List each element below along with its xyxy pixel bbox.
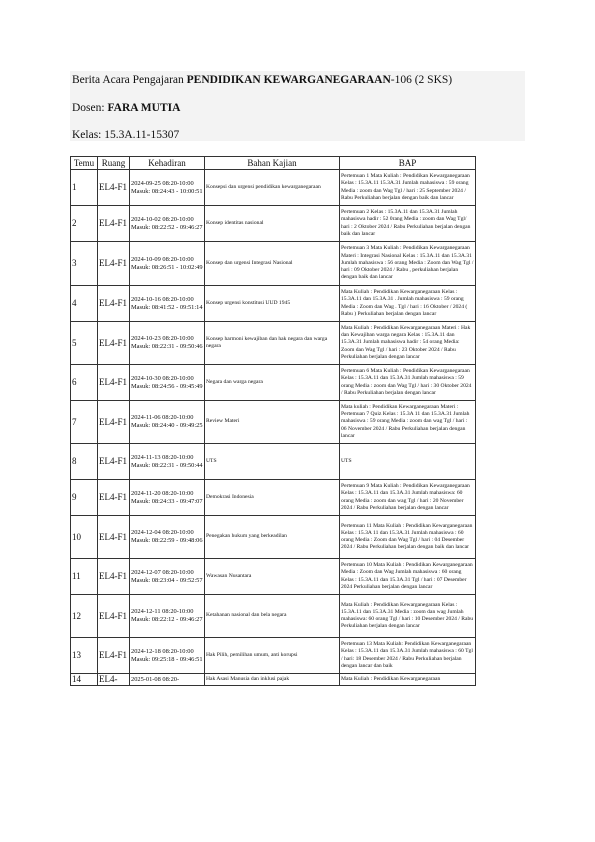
bap-cell: Pertemuan 10 Mata Kuliah : Pendidikan Kewarganegaraan Media : Zoom dan Wag Jumlah mahasiswa : 60 orang Kelas : 15.3A.11 dan 15.3A.31 Tgl / hari : 07 Desember 2024 Perkuliahan berjalan dengan lancar [340, 559, 476, 595]
room-cell: EL4-F1 [98, 401, 130, 444]
meeting-number: 3 [71, 242, 98, 286]
lecturer-line [72, 101, 180, 115]
room-cell: EL4-F1 [98, 365, 130, 401]
table-row [71, 674, 476, 686]
table-row [71, 480, 476, 516]
meeting-number: 11 [71, 559, 98, 595]
lecturer-label: Dosen: [72, 102, 108, 114]
attendance-cell [130, 286, 205, 322]
topic-cell: Hak Asasi Manusia dan inklusi pajak [205, 674, 340, 686]
meeting-number: 7 [71, 401, 98, 444]
col-header-ruang: Ruang [98, 157, 130, 170]
table-row [71, 365, 476, 401]
room-cell: EL4-F1 [98, 559, 130, 595]
table-row [71, 444, 476, 480]
topic-cell: Demokrasi Indonesia [205, 480, 340, 516]
meeting-number: 14 [71, 674, 98, 686]
report-title [72, 73, 452, 87]
bap-cell: Pertemuan 3 Mata Kuliah : Pendidikan Kewarganegaraan Materi : Integrasi Nasional Kelas : 15.3A.11 dan 15.3A.31 Jumlah mahasiswa : 56 orang Media : Zoom dan Wag Tgl / hari : 09 Oktober 2024 / Rabu , perkuliahan berjalan dengan baik dan lancar [340, 242, 476, 286]
meeting-number: 1 [71, 170, 98, 206]
room-cell: EL4-F1 [98, 480, 130, 516]
attendance-cell [130, 516, 205, 559]
meeting-number: 9 [71, 480, 98, 516]
attendance-cell [130, 170, 205, 206]
attendance-cell [130, 401, 205, 444]
subject-name: PENDIDIKAN KEWARGANEGARAAN [186, 74, 391, 86]
table-row [71, 286, 476, 322]
table-row [71, 638, 476, 674]
topic-cell: Konsep identitas nasional [205, 206, 340, 242]
room-cell: EL4-F1 [98, 638, 130, 674]
bap-cell: Pertemuan 13 Mata Kuliah: Pendidikan Kewarganegaraan Kelas : 15.3A.11 dan 15.3A.31 Jumlah mahasiswa : 60 Tgl / hari: 18 Desember 2024 / Rabu Perkuliahan berjalan dengan lancar dan baik [340, 638, 476, 674]
schedule-time: 2024-11-20 08:20-10:00 [131, 489, 194, 497]
check-in-time: Masuk: 08:41:52 - 09:51:14 [131, 303, 203, 311]
attendance-cell [130, 559, 205, 595]
room-cell: EL4-F1 [98, 322, 130, 365]
attendance-cell [130, 206, 205, 242]
bap-cell: Pertemuan 2 Kelas : 15.3A.11 dan 15.3A.31 Jumlah mahasiswa hadir : 52 0rang Media : zoom dan Wag Tgl/ hari : 2 Oktober 2024 / Rabu Perkuliahan berjalan dengan baik dan lancar [340, 206, 476, 242]
topic-cell: Penegakan hukum yang berkeadilan [205, 516, 340, 559]
schedule-time: 2024-10-02 08:20-10:00 [131, 215, 194, 223]
check-in-time: Masuk: 08:24:43 - 10:00:51 [131, 187, 203, 195]
table-row [71, 206, 476, 242]
title-prefix: Berita Acara Pengajaran [72, 74, 187, 86]
bap-cell: Mata Kuliah : Pendidikan Kewarganegaraan Materi : Hak dan Kewajiban warga negara Kelas : 15.3A.11 dan 15.3A.31 Jumlah mahasiswa hadir : 54 orang Media: Zoom dan Wag Tgl / hari : 23 Oktober 2024 / Rabu Perkuliahan berjalan dengan lancar [340, 322, 476, 365]
check-in-time: Masuk: 08:26:51 - 10:02:49 [131, 263, 203, 271]
meeting-number: 13 [71, 638, 98, 674]
topic-cell: Negara dan warga negara [205, 365, 340, 401]
bap-cell: Pertemuan 6 Mata Kuliah : Pendidikan Kewarganegaraan Kelas : 15.3A.11 dan 15.3A.31 Jumlah mahasiswa : 59 orang Media : zoom dan Wag Tgl / hari : 30 Oktober 2024 / Rabu Perkuliahan berjalan dengan lancar [340, 365, 476, 401]
check-in-time: Masuk: 08:22:52 - 09:46:27 [131, 223, 203, 231]
schedule-time: 2024-10-16 08:20-10:00 [131, 295, 194, 303]
bap-cell: Mata Kuliah : Pendidikan Kewarganegaraan Kelas : 15.3A.11 dan 15.3A.31 . Jumlah mahasiswa : 59 orang Media : Zoom dan Wag . Tgl / hari : 16 Oktober / 2024 ( Rabu ) Perkuliahan berjalan dengan lancar [340, 286, 476, 322]
schedule-time: 2024-10-30 08:20-10:00 [131, 374, 194, 382]
attendance-cell [130, 444, 205, 480]
topic-cell: Konsep dan urgensi Integrasi Nasional [205, 242, 340, 286]
col-header-temu: Temu [71, 157, 98, 170]
check-in-time: Masuk: 08:24:33 - 09:47:07 [131, 497, 203, 505]
schedule-time: 2024-11-06 08:20-10:00 [131, 414, 194, 421]
topic-cell: Konsep urgensi konstitusi UUD 1945 [205, 286, 340, 322]
schedule-time: 2024-12-04 08:20-10:00 [131, 529, 194, 536]
topic-cell: Konsep harmoni kewajiban dan hak negara dan warga negara [205, 322, 340, 365]
room-cell: EL4- [98, 674, 130, 686]
attendance-cell [130, 595, 205, 638]
report-header [70, 71, 525, 141]
bap-cell: UTS [340, 444, 476, 480]
meeting-number: 8 [71, 444, 98, 480]
room-cell: EL4-F1 [98, 170, 130, 206]
schedule-time: 2024-12-18 08:20-10:00 [131, 647, 194, 655]
schedule-time: 2024-10-23 08:20-10:00 [131, 335, 194, 342]
topic-cell: UTS [205, 444, 340, 480]
room-cell: EL4-F1 [98, 242, 130, 286]
attendance-cell [130, 365, 205, 401]
check-in-time: Masuk: 08:22:31 - 09:50:44 [131, 461, 203, 469]
check-in-time: Masuk: 08:22:31 - 09:50:46 [131, 343, 203, 350]
table-row [71, 595, 476, 638]
schedule-time: 2024-09-25 08:20-10:00 [131, 179, 194, 187]
meeting-number: 10 [71, 516, 98, 559]
schedule-time: 2025-01-08 08:20- [131, 675, 180, 683]
meeting-number: 4 [71, 286, 98, 322]
topic-cell: Ketahanan nasional dan bela negara [205, 595, 340, 638]
class-line: Kelas: 15.3A.11-15307 [72, 129, 180, 141]
attendance-cell [130, 322, 205, 365]
table-row [71, 516, 476, 559]
topic-cell: Review Materi [205, 401, 340, 444]
attendance-cell [130, 242, 205, 286]
room-cell: EL4-F1 [98, 444, 130, 480]
table-row [71, 559, 476, 595]
schedule-time: 2024-11-13 08:20-10:00 [131, 453, 194, 461]
check-in-time: Masuk: 08:23:04 - 09:52:57 [131, 576, 203, 584]
topic-cell: Wawasan Nusantara [205, 559, 340, 595]
room-cell: EL4-F1 [98, 595, 130, 638]
bap-cell: Pertemuan 11 Mata Kuliah : Pendidikan Kewarganegaraan Kelas : 15.3A 11 dan 15.3A.31 Jumlah mahasiswa : 60 orang Media : Zoom dan Wag Tgl / hari : 04 Desember 2024 / Rabu Perkuliahan berjalan dengan baik dan lancar [340, 516, 476, 559]
bap-cell: Pertemuan 1 Mata Kuliah : Pendidikan Kewarganegaraan Kelas : 15.3A.11 15.3A.31 Jumlah mahasiswa : 59 orang Media : zoom dan Wag Tgl / hari : 25 September 2024 / Rabu Perkuliahan berjalan dengan baik dan lancar [340, 170, 476, 206]
title-suffix: -106 (2 SKS) [390, 74, 453, 86]
table-row [71, 401, 476, 444]
table-row [71, 242, 476, 286]
topic-cell: Hak Pilih, pemilihan umum, anti korupsi [205, 638, 340, 674]
check-in-time: Masuk: 08:22:12 - 09:46:27 [131, 616, 203, 623]
col-header-kehadiran: Kehadiran [130, 157, 205, 170]
attendance-cell [130, 674, 205, 686]
col-header-bap: BAP [340, 157, 476, 170]
lecturer-name: FARA MUTIA [107, 102, 181, 114]
bap-cell: Mata Kuliah : Pendidikan Kewarganegaraan [340, 674, 476, 686]
table-row [71, 322, 476, 365]
table-header-row [71, 157, 476, 170]
topic-cell: Konsepsi dan urgensi pendidikan kewarganegaraan [205, 170, 340, 206]
check-in-time: Masuk: 09:25:18 - 09:46:51 [131, 655, 203, 663]
schedule-time: 2024-10-09 08:20-10:00 [131, 255, 194, 263]
meeting-number: 2 [71, 206, 98, 242]
bap-cell: Pertemuan 9 Mata Kuliah : Pendidikan Kewarganegaraan Kelas : 15.3A.11 dan 15.3A.31 Jumlah mahasiswa: 60 orang Media : zoom dan wag Tgl / hari : 20 November 2024 / Rabu Perkuliahan berjalan dengan lancar [340, 480, 476, 516]
schedule-time: 2024-12-07 08:20-10:00 [131, 568, 194, 576]
table-row [71, 170, 476, 206]
attendance-cell [130, 480, 205, 516]
bap-cell: Mata Kuliah : Pendidikan Kewarganegaraan Kelas : 15.3A.11 dan 15.3A.31 Media : zoom dan wag Jumlah mahasiswa: 60 orang Tgl / hari : 10 Desember 2024 / Rabu Perkuliahan berjalan dengan lancar [340, 595, 476, 638]
meeting-number: 6 [71, 365, 98, 401]
room-cell: EL4-F1 [98, 516, 130, 559]
check-in-time: Masuk: 08:22:59 - 09:48:06 [131, 537, 203, 544]
check-in-time: Masuk: 08:24:40 - 09:49:25 [131, 422, 203, 429]
room-cell: EL4-F1 [98, 286, 130, 322]
bap-cell: Mata kuliah : Pendidikan Kewarganegaraan Materi : Pertemuan 7 Quiz Kelas : 15.3A 11 dan 15.3A.31 Jumlah mahasiswa : 59 orang Media : zoom dan wag Tgl / hari : 06 November 2024 / Rabu Perkuliahan berjalan dengan lancar [340, 401, 476, 444]
room-cell: EL4-F1 [98, 206, 130, 242]
col-header-bahan-kajian: Bahan Kajian [205, 157, 340, 170]
schedule-time: 2024-12-11 08:20-10:00 [131, 608, 194, 615]
check-in-time: Masuk: 08:24:56 - 09:45:49 [131, 382, 203, 390]
attendance-cell [130, 638, 205, 674]
meeting-number: 5 [71, 322, 98, 365]
meeting-number: 12 [71, 595, 98, 638]
attendance-table [70, 156, 476, 686]
